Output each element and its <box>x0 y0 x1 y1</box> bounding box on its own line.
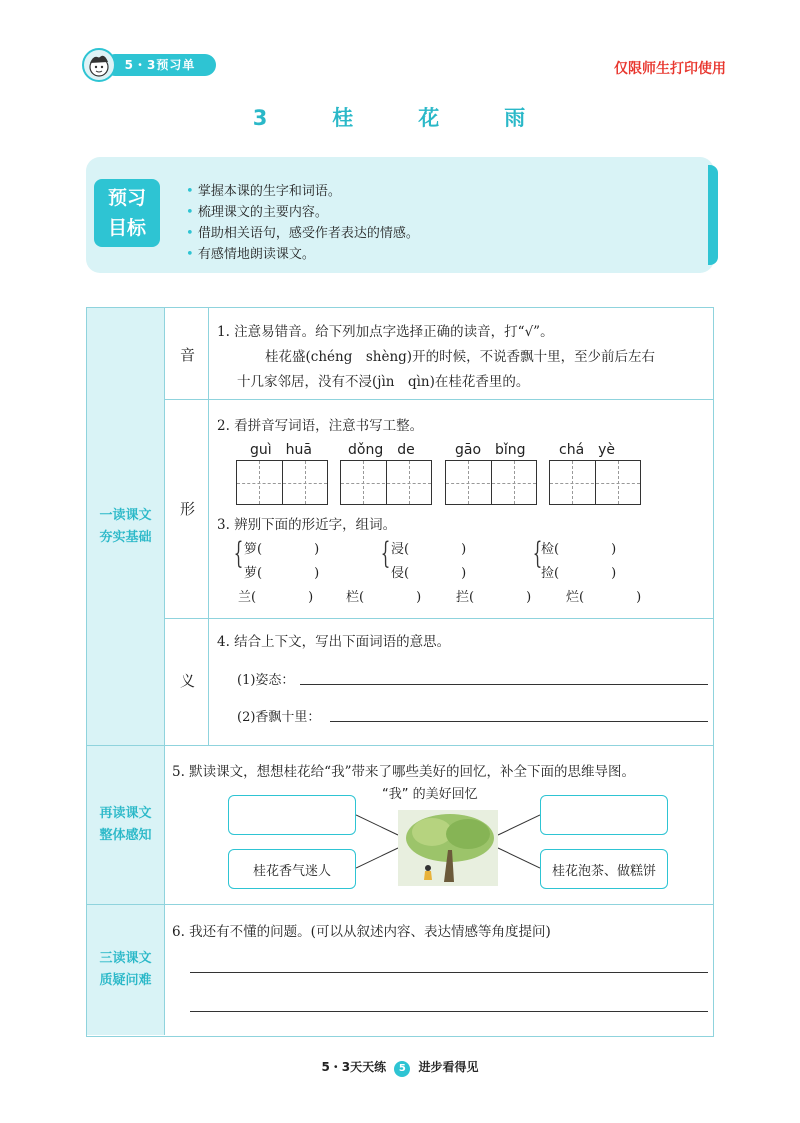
divider <box>87 904 713 905</box>
pinyin-3: gāo bǐng <box>455 442 526 458</box>
pinyin-4: chá yè <box>559 442 616 458</box>
writing-grid-1[interactable] <box>236 460 328 505</box>
footer <box>0 1058 800 1077</box>
q3-r3-c3[interactable]: 拦( ) <box>456 590 532 605</box>
q6-prompt: 6. 我还有不懂的问题。(可以从叙述内容、表达情感等角度提问) <box>172 924 551 940</box>
q3-r2-c1[interactable]: 萝( ) <box>244 566 320 581</box>
osmanthus-tree-illustration <box>398 810 498 886</box>
goal-item: • 有感情地朗读课文。 <box>186 244 419 265</box>
sub-label-yin: 音 <box>179 346 195 364</box>
section-3-label <box>87 905 164 1035</box>
writing-grid-3[interactable] <box>445 460 537 505</box>
answer-line[interactable] <box>190 972 708 973</box>
goal-item: • 掌握本课的生字和词语。 <box>186 181 419 202</box>
section-2-label <box>87 746 164 904</box>
writing-grid-2[interactable] <box>340 460 432 505</box>
goals-list <box>186 181 419 265</box>
goals-tag <box>94 179 160 247</box>
print-notice: 仅限师生打印使用 <box>614 61 726 77</box>
q3-r3-c2[interactable]: 栏( ) <box>346 590 422 605</box>
mascot-icon <box>82 48 116 82</box>
brace-icon: { <box>233 536 244 571</box>
q1-prompt: 1. 注意易错音。给下列加点字选择正确的读音，打“√”。 <box>217 324 554 340</box>
q3-r2-c3[interactable]: 捡( ) <box>541 566 617 581</box>
mindmap-box-bottom-right <box>540 849 668 889</box>
section-3-line1: 三读课文 <box>99 951 152 966</box>
q1-line1: 桂花盛(chéng shèng)开的时候，不说香飘十里，至少前后左右 <box>265 349 656 365</box>
answer-line[interactable] <box>330 721 708 722</box>
q3-r1-c1[interactable]: 箩( ) <box>244 542 320 557</box>
badge-label: 5・3预习单 <box>104 54 216 76</box>
goal-item: • 借助相关语句，感受作者表达的情感。 <box>186 223 419 244</box>
goals-tag-line2: 目标 <box>107 217 146 239</box>
answer-line[interactable] <box>190 1011 708 1012</box>
goals-edge-bar <box>708 165 718 265</box>
q3-r3-c4[interactable]: 烂( ) <box>566 590 642 605</box>
q3-r2-c2[interactable]: 侵( ) <box>391 566 467 581</box>
mindmap-box-bottom-left <box>228 849 356 889</box>
pinyin-1: guì huā <box>250 442 312 458</box>
section-1-line2: 夯实基础 <box>99 529 152 545</box>
q5-prompt: 5. 默读课文，想想桂花给“我”带来了哪些美好的回忆，补全下面的思维导图。 <box>172 764 635 780</box>
goals-tag-line1: 预习 <box>107 187 146 209</box>
divider <box>164 399 713 400</box>
divider <box>87 745 713 746</box>
sub-label-xing: 形 <box>179 500 195 518</box>
q3-r1-c3[interactable]: 检( ) <box>541 542 617 557</box>
goals-box <box>86 157 714 273</box>
goal-item: • 梳理课文的主要内容。 <box>186 202 419 223</box>
section-2-line1: 再读课文 <box>99 806 152 821</box>
divider <box>164 618 713 619</box>
q4-item-1: (1)姿态： <box>237 673 295 688</box>
q2-prompt: 2. 看拼音写词语，注意书写工整。 <box>217 418 424 434</box>
brace-icon: { <box>380 536 391 571</box>
sub-label-yi: 义 <box>179 672 195 690</box>
mindmap-center-label: “我” 的美好回忆 <box>382 787 478 802</box>
pinyin-2: dǒng de <box>348 442 415 458</box>
section-1-line1: 一读课文 <box>99 507 152 523</box>
mindmap-right-text: 桂花泡茶、做糕饼 <box>551 863 656 879</box>
q3-prompt: 3. 辨别下面的形近字，组词。 <box>217 517 397 533</box>
q4-prompt: 4. 结合上下文，写出下面词语的意思。 <box>217 634 451 650</box>
section-3-line2: 质疑问难 <box>99 973 152 988</box>
brace-icon: { <box>532 536 543 571</box>
footer-right: 进步看得见 <box>418 1060 479 1074</box>
mindmap-box-top-left[interactable] <box>228 795 356 835</box>
mindmap-box-top-right[interactable] <box>540 795 668 835</box>
section-1-label <box>87 308 164 745</box>
answer-line[interactable] <box>300 684 708 685</box>
mindmap-left-text: 桂花香气迷人 <box>252 863 331 879</box>
page-number: 5 <box>394 1061 410 1077</box>
q3-r3-c1[interactable]: 兰( ) <box>238 590 314 605</box>
writing-grid-4[interactable] <box>549 460 641 505</box>
section-2-line2: 整体感知 <box>99 828 152 843</box>
q3-r1-c2[interactable]: 浸( ) <box>391 542 467 557</box>
page-title: 3 桂 花 雨 <box>252 106 548 130</box>
header-badge <box>82 48 222 82</box>
footer-left: 5・3天天练 <box>321 1060 387 1074</box>
q4-item-2: (2)香飘十里： <box>237 710 321 725</box>
q1-line2: 十几家邻居，没有不浸(jìn qìn)在桂花香里的。 <box>237 374 530 390</box>
